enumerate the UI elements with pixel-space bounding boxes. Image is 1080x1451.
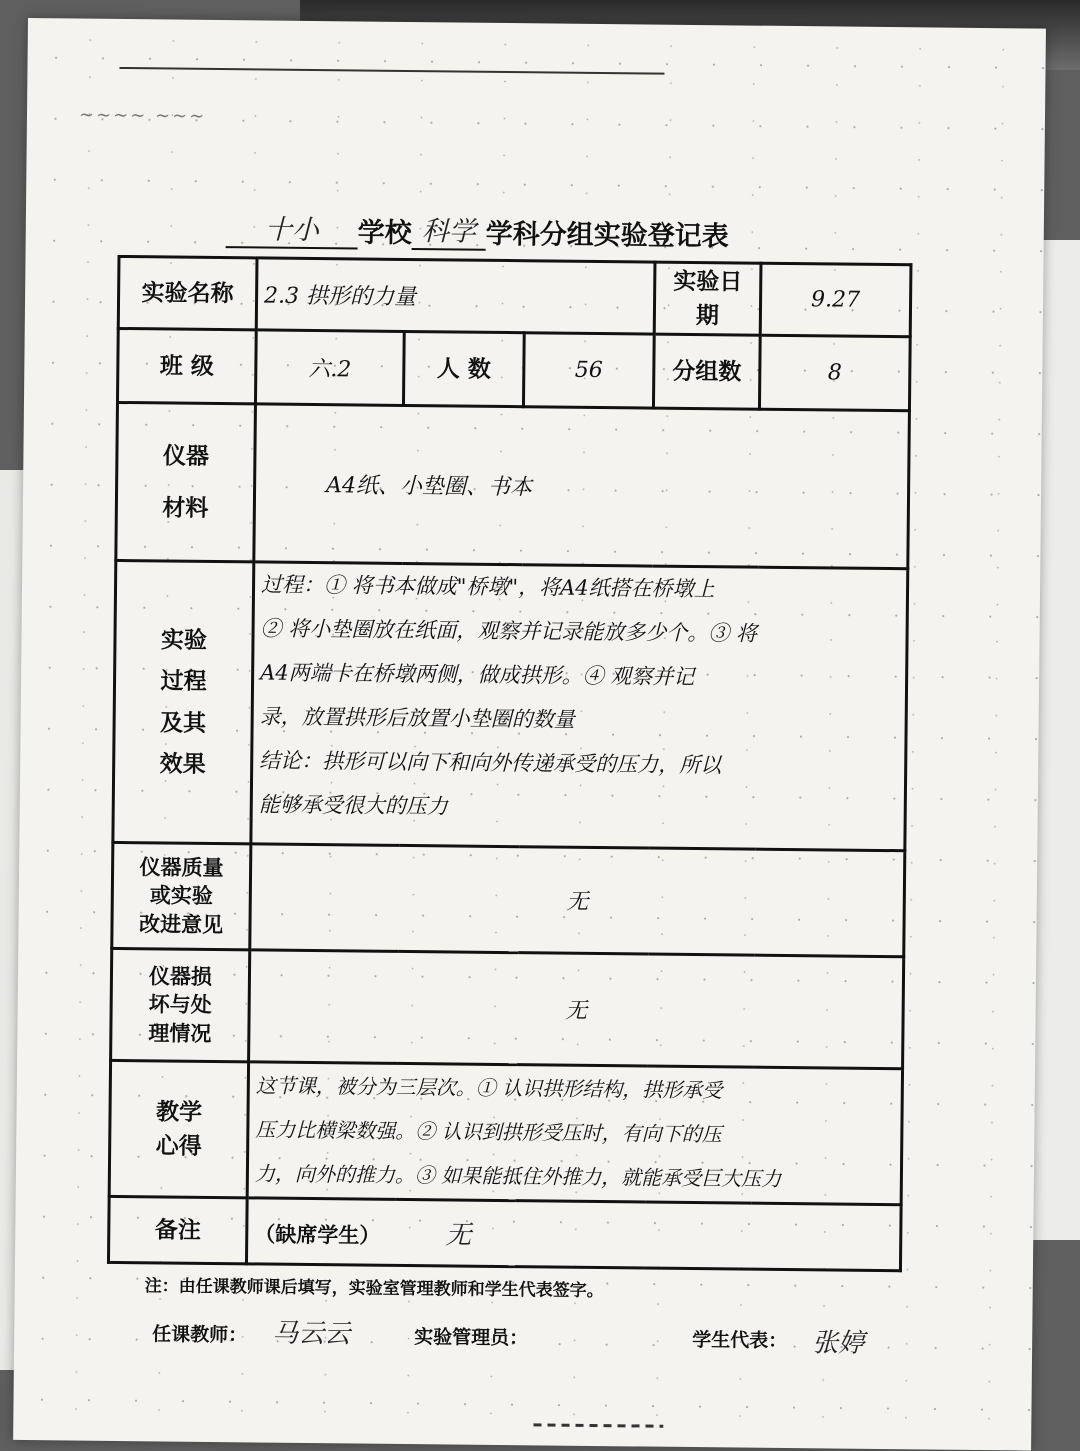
process-label-4: 效果 [159,750,206,778]
student-signature: 张婷 [812,1328,865,1359]
damage-value: 无 [249,950,904,1069]
subject-fill: 科学 [412,209,486,251]
class-label: 班 级 [117,328,256,403]
row-damage [111,948,904,1068]
registration-form-sheet [13,18,1046,1451]
process-text [251,562,908,851]
form-note: 注：由任课教师课后填写，实验室管理教师和学生代表签字。 [144,1276,604,1302]
row-instruments [116,402,910,568]
row-remarks [108,1196,901,1270]
absent-students-label: （缺席学生） [254,1221,381,1248]
instruments-value: A4纸、小垫圈、书本 [254,404,910,569]
quality-label [112,842,251,949]
row-process [113,560,908,850]
remarks-cell [246,1198,901,1271]
bottom-dash-mark [533,1423,663,1427]
experiment-name-value: 2.3 拱形的力量 [256,258,655,334]
quality-label-2: 或实验 [149,882,213,909]
process-label [113,560,254,843]
process-label-2: 过程 [160,667,207,696]
form-title [226,202,729,253]
process-line: ② 将小垫圈放在纸面，观察并记录能放多少个。③ 将 [260,616,758,646]
reflection-text [247,1062,902,1205]
class-value: 六.2 [255,330,404,406]
process-line: A4两端卡在桥墩两侧，做成拱形。④ 观察并记 [260,660,695,690]
people-label: 人 数 [403,331,524,406]
process-line: 录，放置拱形后放置小垫圈的数量 [259,704,575,732]
reflection-label-2: 心得 [155,1131,202,1160]
process-label-3: 及其 [159,708,207,737]
damage-label-1: 仪器损 [148,963,213,989]
groups-value: 8 [759,335,910,411]
quality-label-1: 仪器质量 [139,854,224,881]
instruments-label [116,402,256,561]
process-line: 过程：① 将书本做成"桥墩"，将A4纸搭在桥墩上 [260,572,715,602]
signature-row [152,1309,892,1361]
reflection-label-1: 教学 [155,1098,203,1127]
process-line: 能够承受很大的压力 [258,792,448,819]
school-label: 学校 [357,217,412,250]
teacher-signature: 马云云 [272,1318,351,1350]
reflection-line: 压力比横梁数强。② 认识到拱形受压时，有向下的压 [255,1116,722,1146]
quality-value: 无 [250,844,905,957]
experiment-date-value: 9.27 [760,263,911,337]
process-line: 结论：拱形可以向下和向外传递承受的压力，所以 [259,748,722,778]
reflection-line: 力，向外的推力。③ 如果能抵住外推力，就能承受巨大压力 [254,1160,782,1191]
experiment-date-label: 实验日期 [654,262,761,335]
row-reflection [109,1060,902,1204]
school-fill: 十小 [226,207,358,249]
row-quality [112,842,905,956]
reflection-line: 这节课，被分为三层次。① 认识拱形结构，拱形承受 [255,1072,723,1102]
row-experiment-name [118,256,911,336]
remarks-label: 备注 [108,1196,247,1263]
remarks-value: 无 [445,1220,472,1251]
title-label: 学科分组实验登记表 [485,218,729,253]
process-label-1: 实验 [160,626,208,654]
damage-label-2: 坏与处 [148,991,212,1018]
reflection-label [109,1060,248,1197]
quality-label-3: 改进意见 [138,910,224,937]
manager-label: 实验管理员： [414,1326,529,1350]
damage-label [111,948,250,1061]
people-value: 56 [523,333,654,408]
experiment-name-label: 实验名称 [118,256,257,329]
margin-scribble: ~~~~ ~~~ [78,104,207,127]
groups-label: 分组数 [653,334,760,409]
teacher-label: 任课教师： [152,1323,248,1347]
instruments-label-line1: 仪器 [162,442,210,471]
top-rule-line [119,67,664,75]
row-class [117,328,910,410]
student-label: 学生代表： [692,1329,788,1353]
damage-label-3: 理情况 [148,1019,212,1046]
instruments-label-line2: 材料 [162,493,209,522]
experiment-register-table [107,255,913,1272]
